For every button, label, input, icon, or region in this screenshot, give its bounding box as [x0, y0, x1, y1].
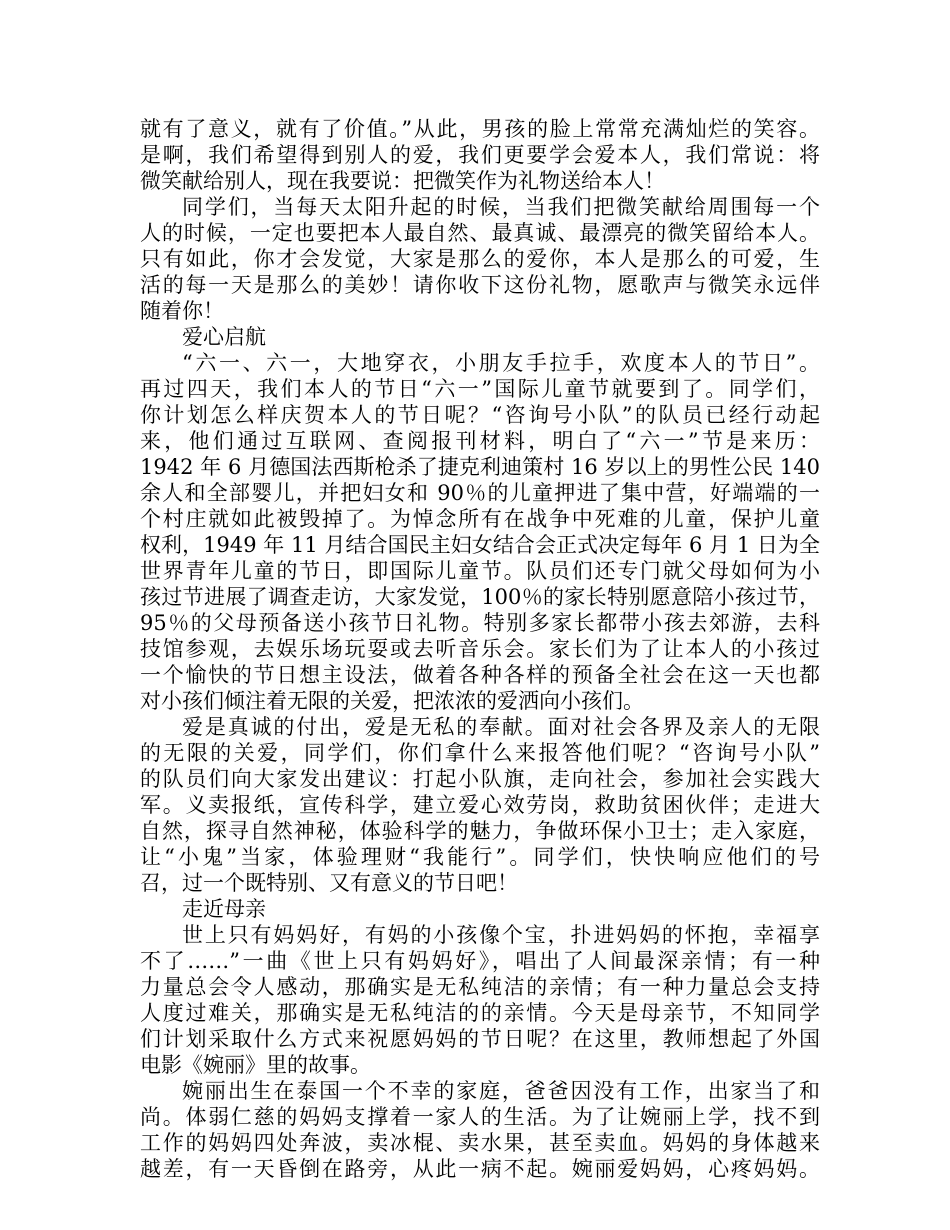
text-line: 孩过节进展了调查走访，大家发觉，100％的家长特别愿意陪小孩过节，	[140, 585, 820, 609]
text-line: 电影《婉丽》里的故事。	[140, 1053, 371, 1077]
text-line: 同学们，当每天太阳升起的时候，当我们把微笑献给周围每一个	[182, 195, 820, 219]
text-line: 们计划采取什么方式来祝愿妈妈的节日呢？在这里，教师想起了外国	[140, 1027, 820, 1051]
text-line: 权利，1949 年 11 月结合国民主妇女结合会正式决定每年 6 月 1 日为全	[140, 533, 820, 557]
text-line: 工作的妈妈四处奔波，卖冰棍、卖水果，甚至卖血。妈妈的身体越来	[140, 1131, 820, 1155]
text-line: 余人和全部婴儿，并把妇女和 90％的儿童押进了集中营，好端端的一	[140, 481, 820, 505]
text-line: 召，过一个既特别、又有意义的节日吧！	[140, 871, 518, 895]
text-line: 世界青年儿童的节日，即国际儿童节。队员们还专门就父母如何为小	[140, 559, 820, 583]
text-line: 微笑献给别人，现在我要说：把微笑作为礼物送给本人！	[140, 169, 665, 193]
text-line: 人度过难关，那确实是无私纯洁的的亲情。今天是母亲节，不知同学	[140, 1001, 820, 1025]
text-line: 一个愉快的节日想主设法，做着各种各样的预备全社会在这一天也都	[140, 663, 820, 687]
text-line: 活的每一天是那么的美妙！请你收下这份礼物，愿歌声与微笑永远伴	[140, 273, 820, 297]
document-page	[140, 116, 820, 1182]
text-line: 只有如此，你才会发觉，大家是那么的爱你，本人是那么的可爱，生	[140, 247, 820, 271]
text-line: 来，他们通过互联网、查阅报刊材料，明白了“六一”节是来历：	[140, 429, 820, 453]
text-line: 力量总会令人感动，那确实是无私纯洁的亲情；有一种力量总会支持	[140, 975, 820, 999]
text-line: 1942 年 6 月德国法西斯枪杀了捷克利迪策村 16 岁以上的男性公民 140	[140, 455, 820, 479]
text-line: 人的时候，一定也要把本人最自然、最真诚、最漂亮的微笑留给本人。	[140, 221, 820, 245]
text-line: 不了……”一曲《世上只有妈妈好》，唱出了人间最深亲情；有一种	[140, 949, 820, 973]
text-line: 个村庄就如此被毁掉了。为悼念所有在战争中死难的儿童，保护儿童	[140, 507, 820, 531]
text-line: 再过四天，我们本人的节日“六一”国际儿童节就要到了。同学们，	[140, 377, 820, 401]
text-line: “六一、六一，大地穿衣，小朋友手拉手，欢度本人的节日”。	[182, 351, 820, 375]
text-line: 就有了意义，就有了价值。”从此，男孩的脸上常常充满灿烂的笑容。	[140, 117, 820, 141]
text-line: 自然，探寻自然神秘，体验科学的魅力，争做环保小卫士；走入家庭，	[140, 819, 820, 843]
text-line: 随着你！	[140, 299, 224, 323]
text-line: 婉丽出生在泰国一个不幸的家庭，爸爸因没有工作，出家当了和	[182, 1079, 820, 1103]
text-line: 爱心启航	[182, 325, 266, 349]
text-line: 爱是真诚的付出，爱是无私的奉献。面对社会各界及亲人的无限	[182, 715, 820, 739]
text-line: 世上只有妈妈好，有妈的小孩像个宝，扑进妈妈的怀抱，幸福享	[182, 923, 820, 947]
text-line: 对小孩们倾注着无限的关爱，把浓浓的爱洒向小孩们。	[140, 689, 644, 713]
text-line: 的无限的关爱，同学们，你们拿什么来报答他们呢？“咨询号小队”	[140, 741, 820, 765]
text-line: 技馆参观，去娱乐场玩耍或去听音乐会。家长们为了让本人的小孩过	[140, 637, 820, 661]
text-line: 尚。体弱仁慈的妈妈支撑着一家人的生活。为了让婉丽上学，找不到	[140, 1105, 820, 1129]
text-line: 是啊，我们希望得到别人的爱，我们更要学会爱本人，我们常说：将	[140, 143, 820, 167]
text-line: 越差，有一天昏倒在路旁，从此一病不起。婉丽爱妈妈，心疼妈妈。	[140, 1157, 820, 1181]
text-line: 你计划怎么样庆贺本人的节日呢？“咨询号小队”的队员已经行动起	[140, 403, 820, 427]
text-line: 的队员们向大家发出建议：打起小队旗，走向社会，参加社会实践大	[140, 767, 820, 791]
text-line: 让“小鬼”当家，体验理财“我能行”。同学们，快快响应他们的号	[140, 845, 820, 869]
text-line: 走近母亲	[182, 897, 266, 921]
text-line: 95％的父母预备送小孩节日礼物。特别多家长都带小孩去郊游，去科	[140, 611, 820, 635]
text-line: 军。义卖报纸，宣传科学，建立爱心效劳岗，救助贫困伙伴；走进大	[140, 793, 820, 817]
